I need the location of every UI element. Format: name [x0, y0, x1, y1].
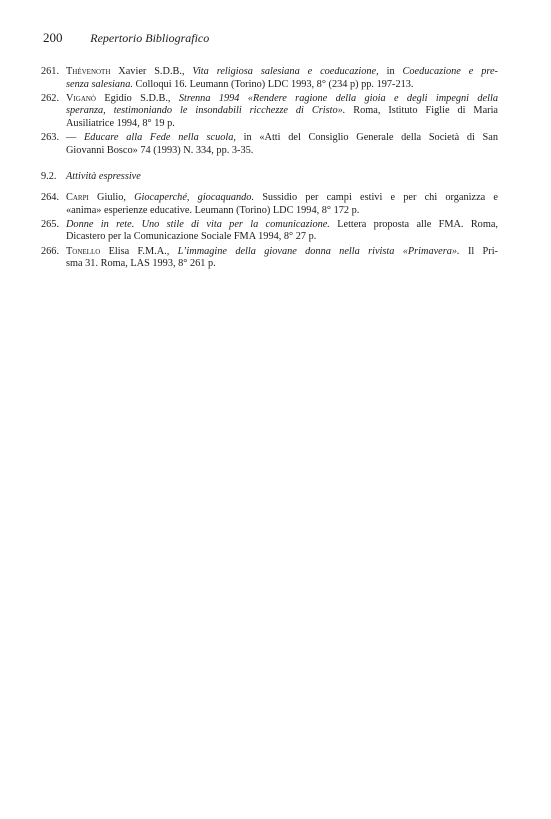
entry-number: 263. [41, 131, 60, 143]
entry-text-run: Xavier S.D.B., [110, 66, 193, 77]
entry-text [66, 132, 498, 157]
entry-line [66, 105, 498, 118]
author-surname: Tonello [66, 245, 101, 257]
entry-line [66, 192, 498, 205]
entry-line [66, 132, 498, 145]
entry-text-run: sma 31. Roma, LAS 1993, 8° 261 p. [66, 258, 216, 270]
entry-line [66, 79, 498, 92]
entry-line [66, 231, 498, 244]
bibliography-entry [0, 246, 551, 271]
entries-group-a [0, 66, 551, 157]
page-number: 200 [43, 30, 63, 45]
entry-text-run: Colloqui 16. Leumann (Torino) LDC 1993, 8° (234 p) pp. 197-213. [132, 78, 414, 90]
entry-number: 262. [41, 92, 60, 104]
entry-text-run: Giulio, [88, 192, 135, 204]
entry-number: 265. [41, 218, 60, 230]
title-text: Giocaperché, giocaquando. [134, 192, 255, 204]
entry-text-run: Lettera proposta alle FMA. Roma, [329, 218, 498, 230]
author-surname: Carpi [66, 192, 89, 204]
entry-text-run: Sussidio per campi estivi e per chi organizza e [254, 192, 498, 204]
title-text: L’immagine della giovane donna nella rivista «Primavera». [177, 245, 460, 257]
entry-text-run: in «Atti del Consiglio Generale della Società di San [235, 131, 498, 143]
title-text: senza salesiana. [66, 78, 133, 90]
title-text: Vita religiosa salesiana e coeducazione, [192, 66, 379, 77]
bibliography-entry [0, 132, 551, 157]
entry-text [66, 93, 498, 131]
title-text: Donne in rete. Uno stile di vita per la comunicazione. [66, 218, 330, 230]
entry-line [66, 145, 498, 158]
title-text: Educare alla Fede nella scuola, [84, 131, 236, 143]
entry-text [66, 66, 498, 91]
entry-line [66, 93, 498, 106]
bibliography-entry [0, 93, 551, 131]
entry-text-run: Il Pri- [459, 245, 498, 257]
entry-line [66, 246, 498, 259]
author-surname: Thévenoth [66, 66, 111, 77]
entry-text-run: Elisa F.M.A., [100, 245, 178, 257]
running-header [43, 30, 209, 46]
entry-number: 264. [41, 192, 60, 204]
section-number: 9.2. [41, 171, 57, 183]
title-text: Strenna 1994 «Rendere ragione della gioia e degli impegni della [178, 92, 498, 104]
entry-number: 261. [41, 66, 60, 77]
running-title: Repertorio Bibliografico [90, 31, 210, 45]
entry-line [66, 219, 498, 232]
entry-text-run: in [378, 66, 403, 77]
title-text: Coeducazione e pre- [402, 66, 498, 77]
entries-group-b [0, 192, 551, 271]
bibliography-entry [0, 192, 551, 217]
entry-text [66, 246, 498, 271]
entry-text-run: Dicastero per la Comunicazione Sociale FMA 1994, 8° 27 p. [66, 231, 317, 243]
entry-line [66, 205, 498, 218]
entry-text-run: Roma, Istituto Figlie di Maria [345, 105, 499, 117]
entry-text-run: — [66, 131, 84, 143]
entry-text-run: «anima» esperienze educative. Leumann (Torino) LDC 1994, 8° 172 p. [66, 204, 360, 216]
author-surname: Viganò [66, 92, 96, 104]
entry-text [66, 219, 498, 244]
section-title: Attività espressive [66, 171, 141, 183]
section-heading [0, 171, 551, 184]
entry-text-run: Giovanni Bosco» 74 (1993) N. 334, pp. 3-35. [66, 144, 254, 156]
entry-line [66, 66, 498, 79]
bibliography-entry [0, 219, 551, 244]
bibliography-entry [0, 66, 551, 91]
entry-text-run: Ausiliatrice 1994, 8° 19 p. [66, 117, 175, 129]
entry-text [66, 192, 498, 217]
entry-text-run: Egidio S.D.B., [96, 92, 179, 104]
bibliography [0, 66, 551, 272]
entry-number: 266. [41, 245, 60, 257]
title-text: speranza, testimoniando le insondabili ricchezze di Cristo». [66, 105, 346, 117]
entry-line [66, 118, 498, 131]
entry-line [66, 258, 498, 271]
